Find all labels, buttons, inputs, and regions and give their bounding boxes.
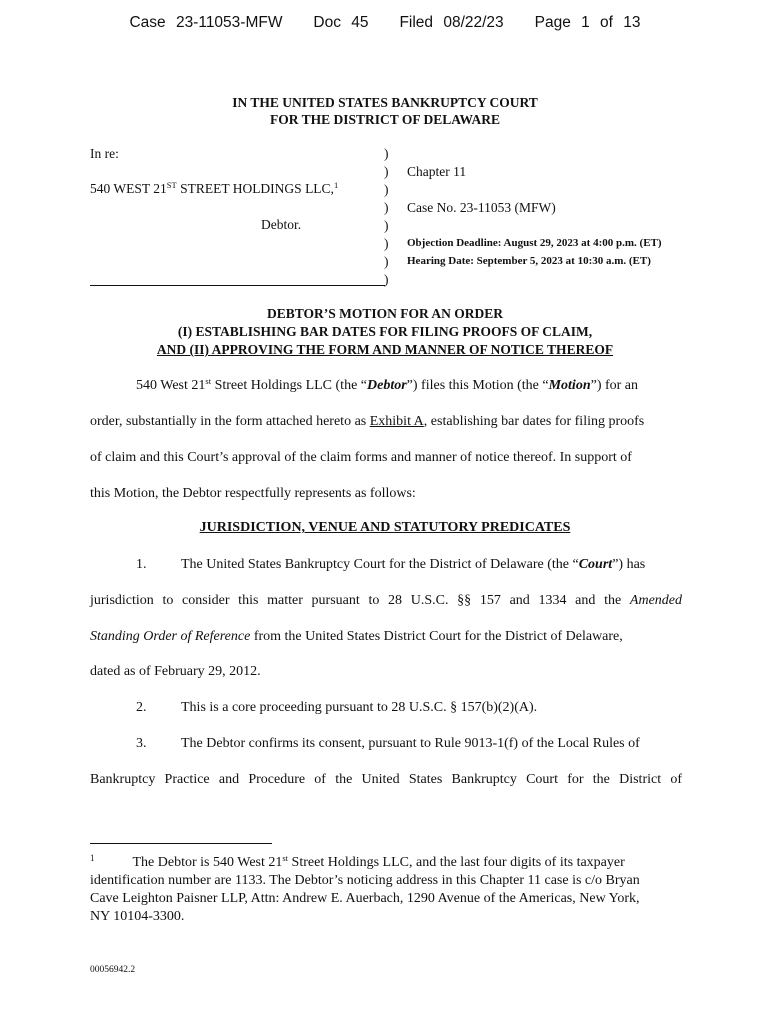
paragraph-3-line2: Bankruptcy Practice and Procedure of the United States Bankruptcy Court for the District of xyxy=(90,772,682,787)
paragraph-1-line3: Standing Order of Reference from the United States District Court for the District of Delaware, xyxy=(90,629,623,644)
paragraph-2-line1: This is a core proceeding pursuant to 28 U.S.C. § 157(b)(2)(A). xyxy=(181,700,538,715)
caption-underline xyxy=(90,285,385,286)
caption-paren: ) xyxy=(384,164,389,179)
court-name-line1: IN THE UNITED STATES BANKRUPTCY COURT xyxy=(232,95,538,110)
filing-header-stamp xyxy=(0,14,770,32)
defined-term-motion: Motion xyxy=(548,378,591,393)
paragraph-number: 1. xyxy=(136,557,147,572)
footnote xyxy=(90,849,682,926)
intro-line1: 540 West 21st Street Holdings LLC (the “Debtor”) files this Motion (the “Motion”) for an xyxy=(136,376,639,393)
paragraph-number: 3. xyxy=(136,736,147,751)
objection-deadline: Objection Deadline: August 29, 2023 at 4:00 p.m. (ET) xyxy=(407,237,662,249)
defined-term-debtor: Debtor xyxy=(367,378,407,393)
footnote-reference: 1 xyxy=(333,180,339,190)
footnote-separator xyxy=(90,843,272,844)
motion-title-line2: (I) ESTABLISHING BAR DATES FOR FILING PROOFS OF CLAIM, xyxy=(177,324,593,339)
defined-term-court: Court xyxy=(578,557,613,572)
caption-paren: ) xyxy=(384,218,389,233)
caption-paren: ) xyxy=(384,200,389,215)
paragraph-1-line2: jurisdiction to consider this matter pursuant to 28 U.S.C. §§ 157 and 1334 and the Amended xyxy=(90,593,682,608)
hearing-date: Hearing Date: September 5, 2023 at 10:30 a.m. (ET) xyxy=(407,255,651,267)
caption-in-re: In re: xyxy=(90,146,119,161)
footnote-line2: identification number are 1133. The Debtor’s noticing address in this Chapter 11 case is c/o Bryan xyxy=(90,873,640,888)
intro-line4: this Motion, the Debtor respectfully represents as follows: xyxy=(90,486,416,501)
paragraph-1-line1: The United States Bankruptcy Court for the District of Delaware (the “Court”) has xyxy=(181,557,646,572)
caption-paren: ) xyxy=(384,182,389,197)
caption-paren: ) xyxy=(384,272,389,287)
exhibit-a-reference: Exhibit A xyxy=(369,414,424,429)
intro-line2: order, substantially in the form attached hereto as Exhibit A, establishing bar dates for filing proofs xyxy=(90,414,645,429)
footnote-line1: $^1$ The Debtor is 540 West 21st Street Holdings LLC, and the last four digits of its taxpayer xyxy=(90,853,625,870)
document-id-code: 00056942.2 xyxy=(90,965,136,975)
intro-line3: of claim and this Court’s approval of the claim forms and manner of notice thereof. In support of xyxy=(90,450,632,465)
caption-debtor-label: Debtor. xyxy=(261,217,302,232)
caption-paren: ) xyxy=(384,236,389,251)
caption-paren: ) xyxy=(384,146,389,161)
case-number-stamp: Case 23-11053-MFW xyxy=(129,14,283,31)
paragraph-1-line4: dated as of February 29, 2012. xyxy=(90,664,261,679)
caption-debtor-name: 540 WEST 21ST STREET HOLDINGS LLC,$^1$ xyxy=(90,180,339,196)
filed-date-stamp: Filed 08/22/23 xyxy=(399,14,504,31)
caption-case-number: Case No. 23-11053 (MFW) xyxy=(407,200,556,215)
paragraph-number: 2. xyxy=(136,700,147,715)
paragraph-3-line1: The Debtor confirms its consent, pursuant to Rule 9013-1(f) of the Local Rules of xyxy=(181,736,640,751)
caption-chapter: Chapter 11 xyxy=(407,164,467,179)
court-name-line2: FOR THE DISTRICT OF DELAWARE xyxy=(269,112,501,127)
page-count-stamp: Page 1 of 13 xyxy=(534,14,641,31)
footnote-number: 1 xyxy=(90,853,95,863)
doc-number-stamp: Doc 45 xyxy=(313,14,369,31)
motion-title-line1: DEBTOR’S MOTION FOR AN ORDER xyxy=(266,306,504,321)
caption-paren: ) xyxy=(384,254,389,269)
footnote-line3: Cave Leighton Paisner LLP, Attn: Andrew E. Auerbach, 1290 Avenue of the Americas, New York, xyxy=(90,891,640,906)
motion-title-line3: AND (II) APPROVING THE FORM AND MANNER OF NOTICE THEREOF xyxy=(156,342,614,357)
section-heading: JURISDICTION, VENUE AND STATUTORY PREDICATES xyxy=(199,520,571,535)
footnote-line4: NY 10104-3300. xyxy=(90,909,185,924)
